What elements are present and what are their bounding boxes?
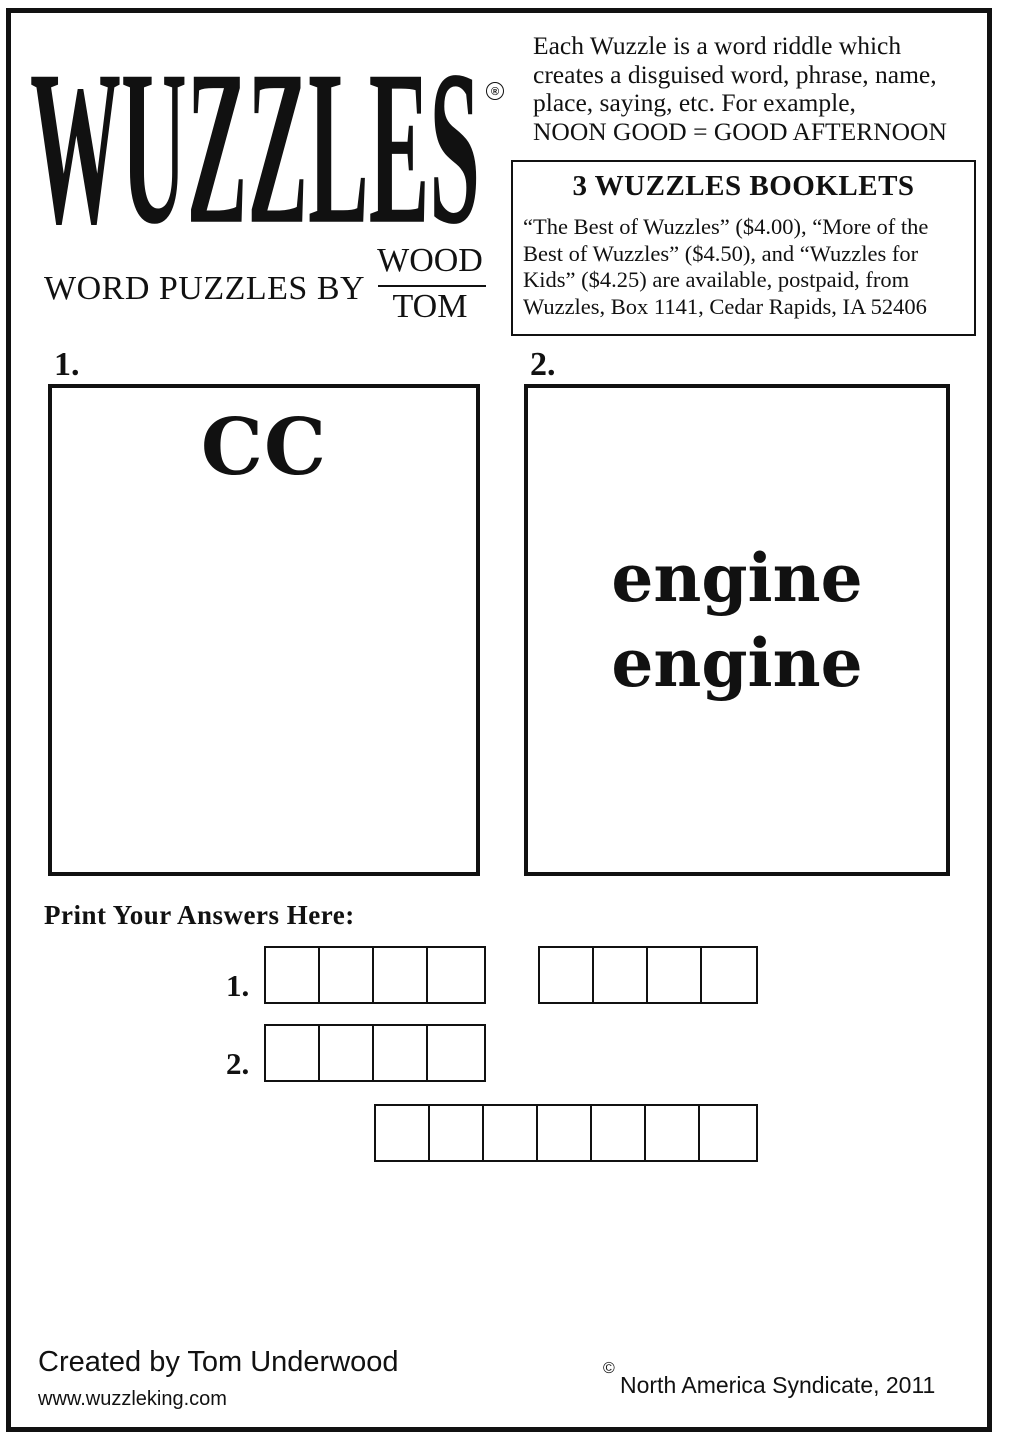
letter-box[interactable] [266, 948, 320, 1002]
letter-box[interactable] [592, 1106, 646, 1160]
wuzzles-logo [30, 26, 482, 252]
intro-paragraph [533, 32, 993, 146]
booklets-title: 3 WUZZLES BOOKLETS [572, 170, 915, 202]
copyright-symbol: © [603, 1360, 615, 1377]
booklets-line: “The Best of Wuzzles” ($4.00), “More of the [523, 214, 929, 239]
puzzle-2-line-1: engine [611, 539, 863, 617]
letter-box[interactable] [428, 1026, 482, 1080]
puzzle-1-number: 1. [54, 346, 80, 383]
intro-line: place, saying, etc. For example, [533, 88, 856, 117]
letter-box[interactable] [374, 1026, 428, 1080]
letter-box[interactable] [700, 1106, 754, 1160]
letter-box[interactable] [648, 948, 702, 1002]
logo-text: WUZZLES [30, 26, 481, 252]
website-link[interactable]: www.wuzzleking.com [38, 1388, 227, 1410]
creator-credit: Created by Tom Underwood [38, 1346, 399, 1378]
answer-1-label: 1. [226, 968, 250, 1003]
byline: WORD PUZZLES BY [44, 270, 366, 307]
answer-2-label: 2. [226, 1046, 250, 1081]
puzzle-1-text: CC [200, 402, 328, 493]
registered-mark: ® [486, 82, 504, 100]
letter-box[interactable] [484, 1106, 538, 1160]
booklets-line: Kids” ($4.25) are available, postpaid, from [523, 267, 910, 292]
letter-box[interactable] [594, 948, 648, 1002]
letter-box[interactable] [320, 1026, 374, 1080]
letter-box[interactable] [646, 1106, 700, 1160]
answers-title: Print Your Answers Here: [44, 900, 355, 930]
author-numerator: WOOD [377, 242, 483, 279]
letter-box[interactable] [428, 948, 482, 1002]
intro-line: Each Wuzzle is a word riddle which [533, 31, 902, 60]
booklets-box [511, 160, 976, 336]
letter-box[interactable] [374, 948, 428, 1002]
puzzle-2-line-2: engine [611, 624, 863, 702]
letter-box[interactable] [702, 948, 756, 1002]
answer-2-word-2-boxes[interactable] [374, 1104, 758, 1162]
booklets-line: Wuzzles, Box 1141, Cedar Rapids, IA 52406 [523, 293, 927, 319]
booklets-body [523, 214, 975, 320]
puzzle-1-panel [48, 384, 480, 876]
letter-box[interactable] [266, 1026, 320, 1080]
puzzle-2-panel [524, 384, 950, 876]
letter-box[interactable] [320, 948, 374, 1002]
letter-box[interactable] [538, 1106, 592, 1160]
author-denominator: TOM [392, 288, 468, 325]
puzzle-2-number: 2. [530, 346, 556, 383]
letter-box[interactable] [430, 1106, 484, 1160]
intro-example-line: NOON GOOD = GOOD AFTERNOON [533, 116, 947, 146]
booklets-line: Best of Wuzzles” ($4.50), and “Wuzzles for [523, 240, 919, 266]
copyright-text: North America Syndicate, 2011 [620, 1372, 936, 1398]
answer-1-word-1-boxes[interactable] [264, 946, 486, 1004]
intro-line: creates a disguised word, phrase, name, [533, 59, 937, 89]
letter-box[interactable] [376, 1106, 430, 1160]
answer-1-word-2-boxes[interactable] [538, 946, 758, 1004]
letter-box[interactable] [540, 948, 594, 1002]
answer-2-word-1-boxes[interactable] [264, 1024, 486, 1082]
fraction-bar [378, 285, 486, 287]
